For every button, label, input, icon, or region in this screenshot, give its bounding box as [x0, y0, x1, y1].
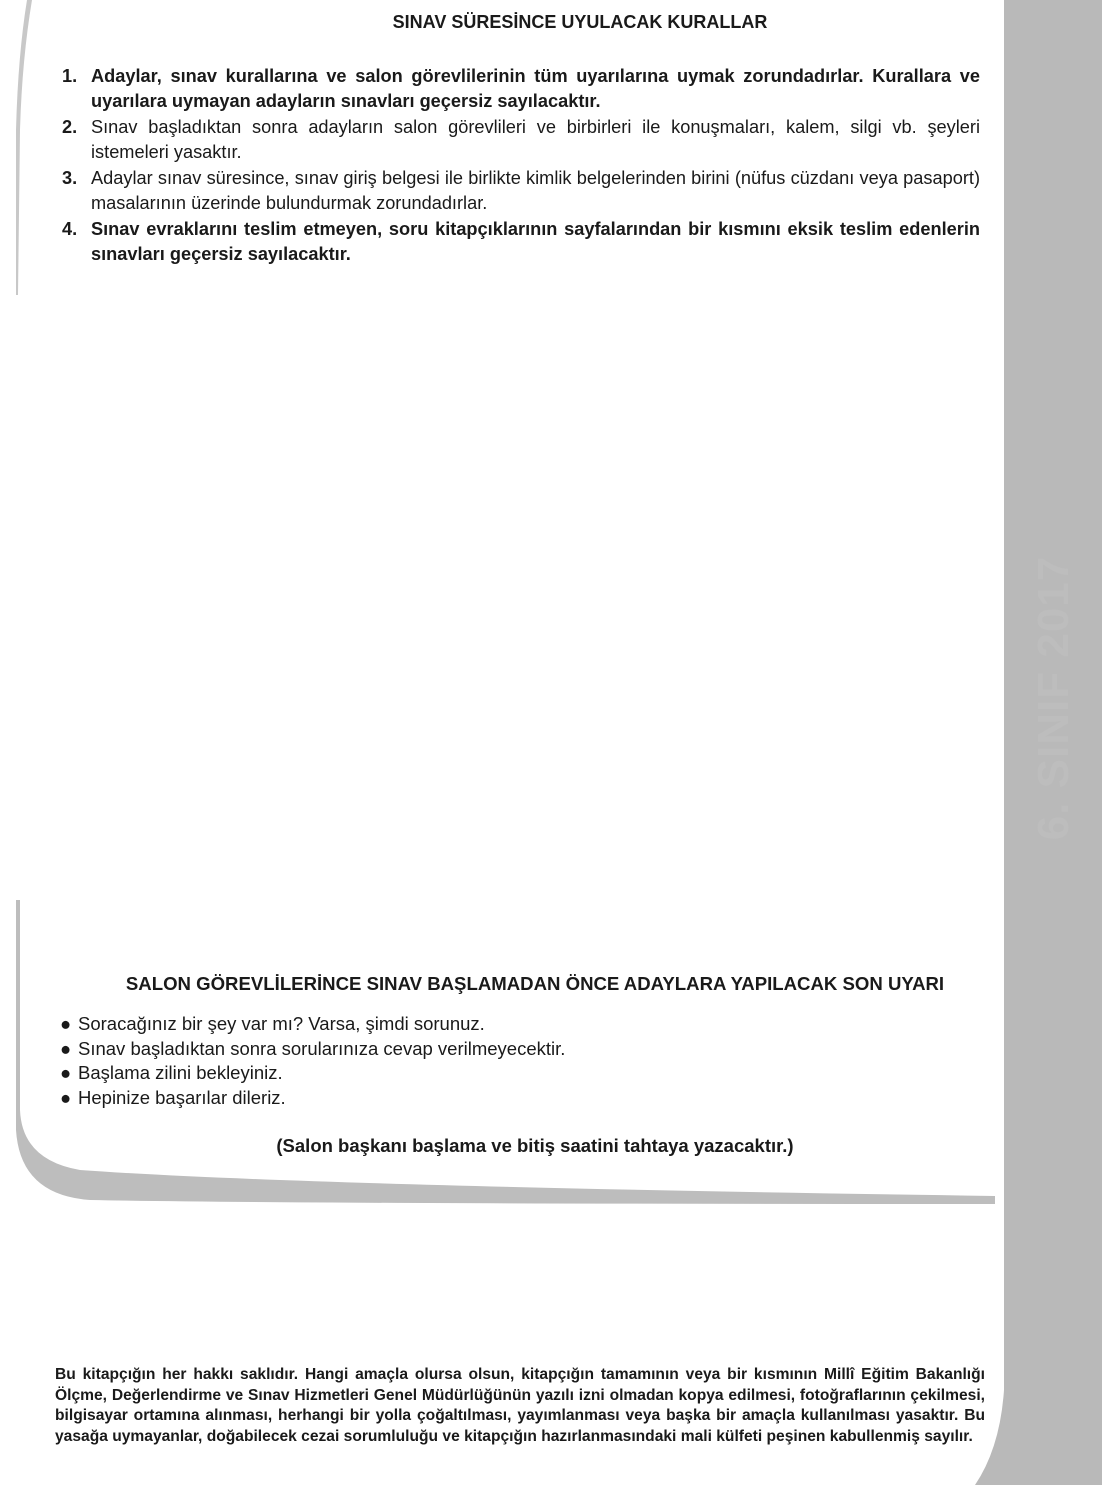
rule-item — [62, 166, 980, 215]
bullet-icon: ● — [60, 1062, 72, 1083]
warning-item — [60, 1012, 565, 1037]
warning-item — [60, 1061, 565, 1086]
rule-text: Adaylar sınav süresince, sınav giriş belgesi ile birlikte kimlik belgelerinden birini (nüfus cüzdanı veya pasaport) masalarının üzerinde bulundurmak zorundadırlar. — [91, 168, 980, 213]
rule-number: 3. — [62, 168, 78, 188]
rule-item — [62, 217, 980, 266]
rules-list — [62, 64, 980, 268]
rule-text: Adaylar, sınav kurallarına ve salon görevlilerinin tüm uyarılarına uymak zorundadırlar. Kurallara ve uyarılara uymayan adayların sınavları geçersiz sayılacaktır. — [91, 66, 980, 111]
rule-text: Sınav başladıktan sonra adayların salon görevlileri ve birbirleri ile konuşmaları, kalem, silgi vb. şeyleri istemeleri yasaktır. — [91, 117, 980, 162]
top-left-border-curve — [16, 0, 32, 295]
rule-number: 1. — [62, 66, 78, 86]
warning-list — [60, 1012, 565, 1110]
rule-number: 4. — [62, 219, 78, 239]
warning-item — [60, 1086, 565, 1111]
bullet-icon: ● — [60, 1086, 72, 1108]
rule-item — [62, 64, 980, 113]
board-note: (Salon başkanı başlama ve bitiş saatini tahtaya yazacaktır.) — [276, 1135, 794, 1156]
final-warning-title: SALON GÖREVLİLERİNCE SINAV BAŞLAMADAN ÖNCE ADAYLARA YAPILACAK SON UYARI — [125, 973, 945, 994]
warning-text: Soracağınız bir şey var mı? Varsa, şimdi sorunuz. — [78, 1013, 485, 1034]
copyright-notice: Bu kitapçığın her hakkı saklıdır. Hangi amaçla olursa olsun, kitapçığın tamamının veya bir kısmının Millî Eğitim Bakanlığı Ölçme, Değerlendirme ve Sınav Hizmetleri Genel Müdürlüğünün yazılı izni olmadan kopya edilmesi, fotoğraflarının çekilmesi, bilgisayar ortamına alınması, herhangi bir yolla çoğaltılması, yayımlanması veya başka bir amaçla kullanılması yasaktır. Bu yasağa uymayanlar, doğabilecek cezai sorumluluğu ve kitapçığın hazırlanmasındaki mali külfeti peşinen kabullenmiş sayılır. — [55, 1366, 985, 1445]
side-grade-label: 6. SINIF 2017 — [1029, 555, 1078, 841]
warning-item — [60, 1037, 565, 1062]
rule-number: 2. — [62, 117, 78, 137]
rule-item — [62, 115, 980, 164]
rule-text: Sınav evraklarını teslim etmeyen, soru kitapçıklarının sayfalarından bir kısmını eksik teslim edenlerin sınavları geçersiz sayılacaktır. — [91, 219, 980, 264]
bullet-icon: ● — [60, 1013, 72, 1034]
warning-text: Hepinize başarılar dileriz. — [78, 1086, 286, 1108]
warning-text: Sınav başladıktan sonra sorularınıza cevap verilmeyecektir. — [78, 1037, 566, 1059]
warning-text: Başlama zilini bekleyiniz. — [78, 1062, 283, 1083]
rules-title: SINAV SÜRESİNCE UYULACAK KURALLAR — [392, 12, 768, 32]
bullet-icon: ● — [60, 1037, 72, 1059]
